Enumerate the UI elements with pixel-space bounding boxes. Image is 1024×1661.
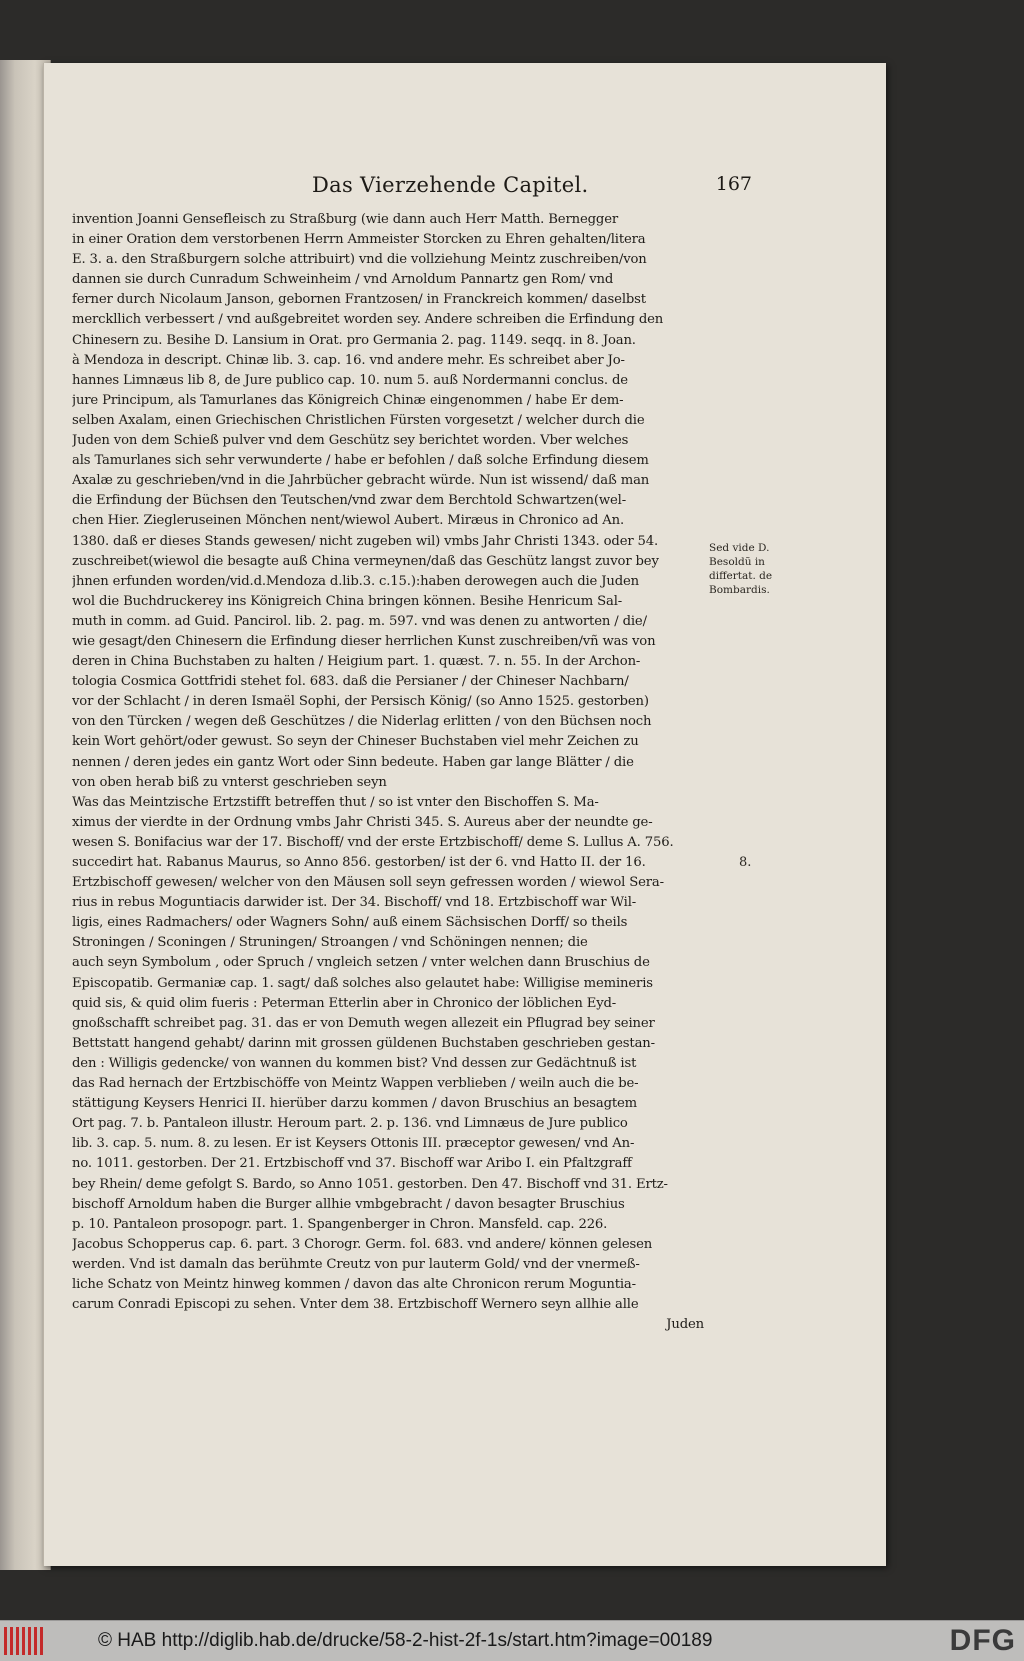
text-line: wesen S. Bonifacius war der 17. Bischoff/ vnd der erste Ertzbischoff/ deme S. Lullus A. 756. (72, 834, 674, 850)
text-line: E. 3. a. den Straßburgern solche attribuirt) vnd die vollziehung Meintz zuschreiben/von (72, 252, 647, 268)
text-line: Was das Meintzische Ertzstifft betreffen thut / so ist vnter den Bischoffen S. Ma- (72, 794, 599, 810)
text-line: werden. Vnd ist damaln das berühmte Creutz von pur lauterm Gold/ vnd der vnermeß- (72, 1256, 640, 1272)
running-head (312, 173, 752, 201)
text-line: jure Principum, als Tamurlanes das Königreich Chinæ eingenommen / habe Er dem- (72, 392, 624, 408)
text-line: Stroningen / Sconingen / Struningen/ Stroangen / vnd Schöningen nennen; die (72, 935, 588, 951)
text-line: Jacobus Schopperus cap. 6. part. 3 Chorogr. Germ. fol. 683. vnd andere/ können gelesen (72, 1236, 653, 1252)
text-line: Bettstatt hangend gehabt/ darinn mit grossen güldenen Buchstaben geschrieben gestan- (72, 1035, 655, 1051)
text-line: dannen sie durch Cunradum Schweinheim / vnd Arnoldum Pannartz gen Rom/ vnd (72, 272, 614, 288)
text-line: zuschreibet(wiewol die besagte auß China vermeynen/daß das Geschütz langst zuvor bey (72, 553, 659, 569)
body-text (72, 210, 704, 1335)
text-line: ximus der vierdte in der Ordnung vmbs Jahr Christi 345. S. Aureus aber der neundte ge- (72, 814, 653, 830)
text-line: Ertzbischoff gewesen/ welcher von den Mäusen soll seyn gefressen worden / wiewol Sera- (72, 875, 664, 891)
text-line: invention Joanni Gensefleisch zu Straßburg (wie dann auch Herr Matth. Bernegger (72, 212, 619, 227)
text-line: liche Schatz von Meintz hinweg kommen / davon das alte Chronicon rerum Moguntia- (72, 1276, 636, 1292)
text-line: Ort pag. 7. b. Pantaleon illustr. Heroum part. 2. p. 136. vnd Limnæus de Jure publico (72, 1116, 628, 1132)
text-line: lib. 3. cap. 5. num. 8. zu lesen. Er ist Keysers Ottonis III. præceptor gewesen/ vnd An- (72, 1136, 635, 1152)
text-line: Episcopatib. Germaniæ cap. 1. sagt/ daß solches also gelautet habe: Willigise memineris (72, 975, 653, 991)
text-line: rius in rebus Moguntiacis darwider ist. Der 34. Bischoff/ vnd 18. Ertzbischoff war Wil- (72, 895, 637, 911)
text-line: von oben herab biß zu vnterst geschrieben seyn (72, 774, 387, 790)
text-line: kein Wort gehört/oder gewust. So seyn der Chineser Buchstaben viel mehr Zeichen zu (72, 734, 639, 750)
marginal-number: 8. (739, 855, 752, 870)
footer-bar (0, 1620, 1024, 1661)
running-title: Das Vierzehende Capitel. (312, 173, 589, 197)
text-line: jhnen erfunden worden/vid.d.Mendoza d.lib.3. c.15.):haben derowegen auch die Juden (72, 573, 640, 589)
text-line: chen Hier. Ziegleruseinen Mönchen nent/wiewol Aubert. Miræus in Chronico ad An. (72, 513, 625, 529)
text-line: bey Rhein/ deme gefolgt S. Bardo, so Anno 1051. gestorben. Den 47. Bischoff vnd 31. Ertz- (72, 1176, 668, 1192)
hab-logo-icon (4, 1627, 46, 1655)
text-line: vor der Schlacht / in deren Ismaël Sophi, der Persisch König/ (so Anno 1525. gestorben) (72, 694, 649, 710)
text-line: succedirt hat. Rabanus Maurus, so Anno 856. gestorben/ ist der 6. vnd Hatto II. der 16. (72, 855, 646, 870)
text-line: das Rad hernach der Ertzbischöffe von Meintz Wappen verblieben / weiln auch die be- (72, 1076, 639, 1092)
text-line: quid sis, & quid olim fueris : Peterman Etterlin aber in Chronico der löblichen Eyd- (72, 995, 617, 1011)
text-line: auch seyn Symbolum , oder Spruch / vngleich setzen / vnter welchen dann Bruschius de (72, 955, 650, 971)
text-line: Chinesern zu. Besihe D. Lansium in Orat. pro Germania 2. pag. 1149. seqq. in 8. Joan. (72, 332, 636, 348)
text-line: bischoff Arnoldum haben die Burger allhie vmbgebracht / davon besagter Bruschius (72, 1196, 625, 1212)
text-line: von den Türcken / wegen deß Geschützes / die Niderlag erlitten / von den Büchsen noch (72, 714, 652, 730)
marginal-note: Sed vide D. Besoldũ in differtat. de Bombardis. (709, 542, 773, 596)
text-line: p. 10. Pantaleon prosopogr. part. 1. Spangenberger in Chron. Mansfeld. cap. 226. (72, 1216, 608, 1232)
text-line: in einer Oration dem verstorbenen Herrn Ammeister Storcken zu Ehren gehalten/litera (72, 232, 646, 248)
page-number: 167 (715, 173, 752, 195)
text-line: Juden (666, 1317, 704, 1333)
text-line: 1380. daß er dieses Stands gewesen/ nicht zugeben wil) vmbs Jahr Christi 1343. oder 54. (72, 533, 659, 549)
text-line: muth in comm. ad Guid. Pancirol. lib. 2. pag. m. 597. vnd was denen zu antworten / die/ (72, 613, 647, 629)
text-line: hannes Limnæus lib 8, de Jure publico cap. 10. num 5. auß Nordermanni conclus. de (72, 372, 628, 388)
text-line: gnoßschafft schreibet pag. 31. das er von Demuth wegen allezeit ein Pflugrad bey seiner (72, 1015, 655, 1031)
text-line: ligis, eines Radmachers/ oder Wagners Sohn/ auß einem Sächsischen Dorff/ so theils (72, 915, 628, 931)
text-line: carum Conradi Episcopi zu sehen. Vnter dem 38. Ertzbischoff Wernero seyn allhie alle (72, 1297, 639, 1313)
text-line: nennen / deren jedes ein gantz Wort oder Sinn bedeute. Haben gar lange Blätter / die (72, 754, 634, 770)
text-line: wol die Buchdruckerey ins Königreich China bringen können. Besihe Henricum Sal- (72, 593, 623, 609)
copyright-link[interactable]: © HAB http://diglib.hab.de/drucke/58-2-hist-2f-1s/start.htm?image=00189 (98, 1630, 713, 1651)
text-line: deren in China Buchstaben zu halten / Heigium part. 1. quæst. 7. n. 55. In der Archon- (72, 654, 641, 670)
text-line: die Erfindung der Büchsen den Teutschen/vnd zwar dem Berchtold Schwartzen(wel- (72, 493, 626, 509)
text-line: merckllich verbessert / vnd außgebreitet worden sey. Andere schreiben die Erfindung den (72, 312, 664, 328)
text-line: wie gesagt/den Chinesern die Erfindung dieser herrlichen Kunst zuschreiben/vñ was von (72, 633, 656, 649)
text-line: Juden von dem Schieß pulver vnd dem Geschütz sey berichtet worden. Vber welches (72, 433, 629, 449)
text-line: tologia Cosmica Gottfridi stehet fol. 683. daß die Persianer / der Chineser Nachbarn/ (72, 674, 629, 690)
text-line: à Mendoza in descript. Chinæ lib. 3. cap. 16. vnd andere mehr. Es schreibet aber Jo- (72, 352, 625, 368)
text-line: selben Axalam, einen Griechischen Christlichen Fürsten vorgesetzt / welcher durch die (72, 412, 645, 428)
dfg-logo: DFG (949, 1624, 1016, 1657)
text-line: stättigung Keysers Henrici II. hierüber darzu kommen / davon Bruschius an besagtem (72, 1096, 638, 1112)
text-line: no. 1011. gestorben. Der 21. Ertzbischoff vnd 37. Bischoff war Aribo I. ein Pfaltzgraff (72, 1156, 632, 1172)
text-line: den : Willigis gedencke/ von wannen du kommen bist? Vnd dessen zur Gedächtnuß ist (72, 1055, 637, 1071)
book-page (43, 63, 886, 1566)
text-line: Axalæ zu geschrieben/vnd in die Jahrbücher gebracht würde. Nun ist wissend/ daß man (72, 473, 650, 489)
text-line: ferner durch Nicolaum Janson, gebornen Frantzosen/ in Franckreich kommen/ daselbst (72, 292, 646, 308)
text-line: als Tamurlanes sich sehr verwunderte / habe er befohlen / daß solche Erfindung diesem (72, 453, 649, 469)
